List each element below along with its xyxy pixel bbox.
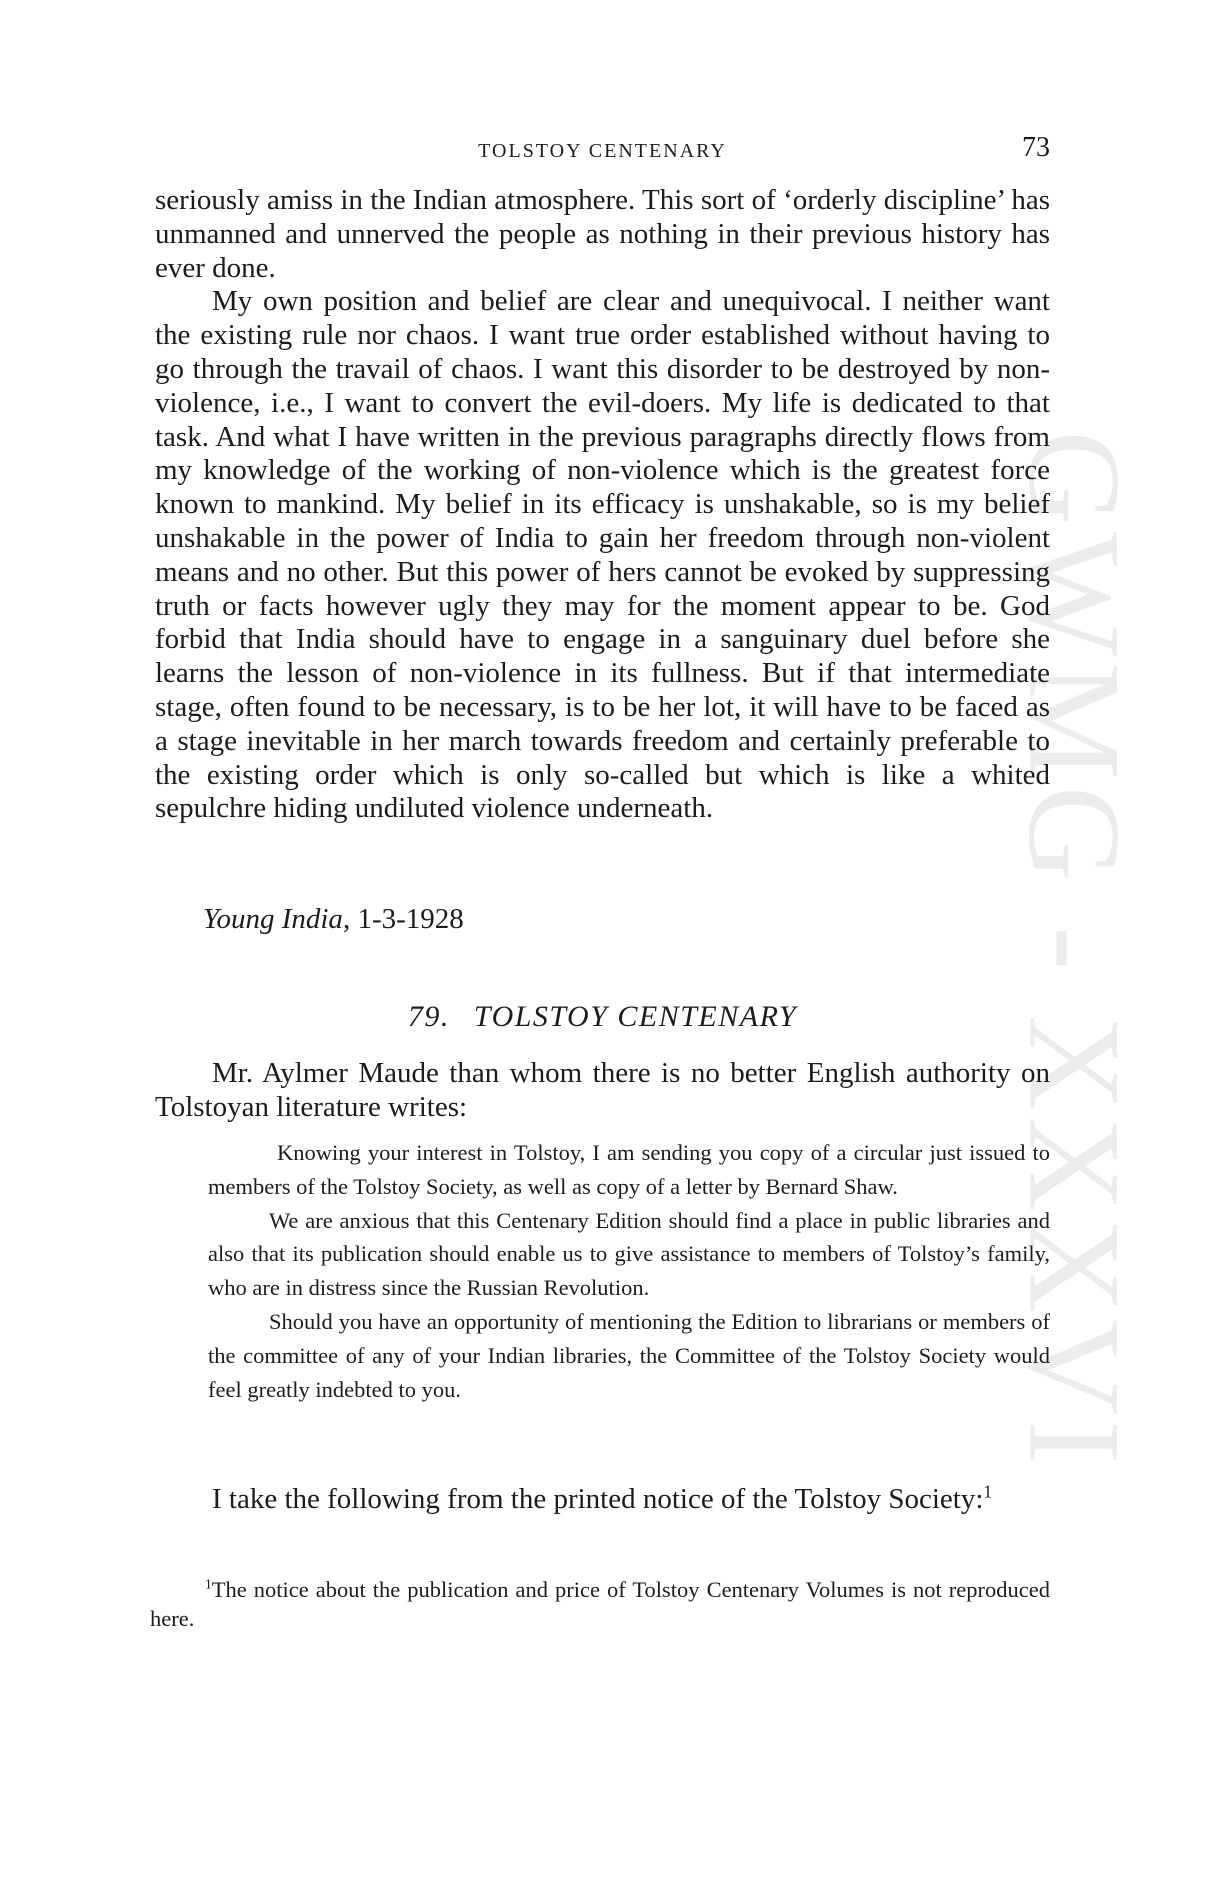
quote-paragraph-1: Knowing your interest in Tolstoy, I am sending you copy of a circular just issued to members of the Tolstoy Society, as well as copy of a letter by Bernard Shaw. <box>208 1140 1050 1199</box>
paragraph-2: My own position and belief are clear and unequivocal. I neither want the existing rule nor chaos. I want true order established without having to go through the travail of chaos. I want this disorder to be destroyed by non-violence, i.e., I want to convert the evil-doers. My life is dedicated to that task. And what I have written in the previous paragraphs directly flows from my knowledge of the working of non-violence which is the greatest force known to mankind. My belief in its efficacy is unshakable, so is my belief unshakable in the power of India to gain her freedom through non-violent means and no other. But this power of hers cannot be evoked by suppressing truth or facts however ugly they may for the moment appear to be. God forbid that India should have to engage in a sanguinary duel before she learns the lesson of non-violence in its fullness. But if that intermediate stage, often found to be necessary, is to be her lot, it will have to be faced as a stage inevitable in her march towards freedom and certainly preferable to the existing order which is only so-called but which is like a whited sepulchre hiding undiluted violence underneath. <box>155 285 1050 825</box>
closing-sentence: I take the following from the printed notice of the Tolstoy Society: <box>212 1483 984 1515</box>
body-text <box>155 184 1050 826</box>
source-date: , 1-3-1928 <box>342 903 464 935</box>
section-number: 79. <box>407 1000 450 1033</box>
footnote-paragraph <box>150 1575 1050 1633</box>
intro-paragraph: Mr. Aylmer Maude than whom there is no better English authority on Tolstoyan literature writes: <box>155 1057 1050 1123</box>
running-head <box>155 132 1050 166</box>
section-heading <box>155 1000 1050 1034</box>
paragraph-1: seriously amiss in the Indian atmosphere. This sort of ‘orderly discipline’ has unmanned and unnerved the people as nothing in their previous history has ever done. <box>155 184 1050 284</box>
footnote-text: The notice about the publication and price of Tolstoy Centenary Volumes is not reproduced here. <box>150 1577 1050 1631</box>
block-quote <box>208 1136 1050 1406</box>
footnote-reference: 1 <box>983 1481 993 1502</box>
footnote-mark: 1 <box>205 1576 212 1592</box>
section-intro <box>155 1057 1050 1125</box>
section-title: TOLSTOY CENTENARY <box>473 1000 798 1033</box>
closing-text <box>155 1483 1050 1517</box>
footnote <box>150 1575 1050 1633</box>
quote-paragraph-3: Should you have an opportunity of mentioning the Edition to librarians or members of the committee of any of your Indian libraries, the Committee of the Tolstoy Society would feel greatly indebted to you. <box>208 1308 1050 1402</box>
source-citation <box>203 903 464 936</box>
page-number: 73 <box>1022 132 1050 163</box>
running-title: TOLSTOY CENTENARY <box>478 140 727 162</box>
source-publication: Young India <box>203 903 343 935</box>
watermark-text: GWMG - XXXVI <box>1001 430 1149 1470</box>
closing-paragraph <box>155 1483 1050 1517</box>
quote-paragraph-2: We are anxious that this Centenary Edition should find a place in public libraries and also that its publication should enable us to give assistance to members of Tolstoy’s family, who are in distress since the Russian Revolution. <box>208 1207 1050 1301</box>
